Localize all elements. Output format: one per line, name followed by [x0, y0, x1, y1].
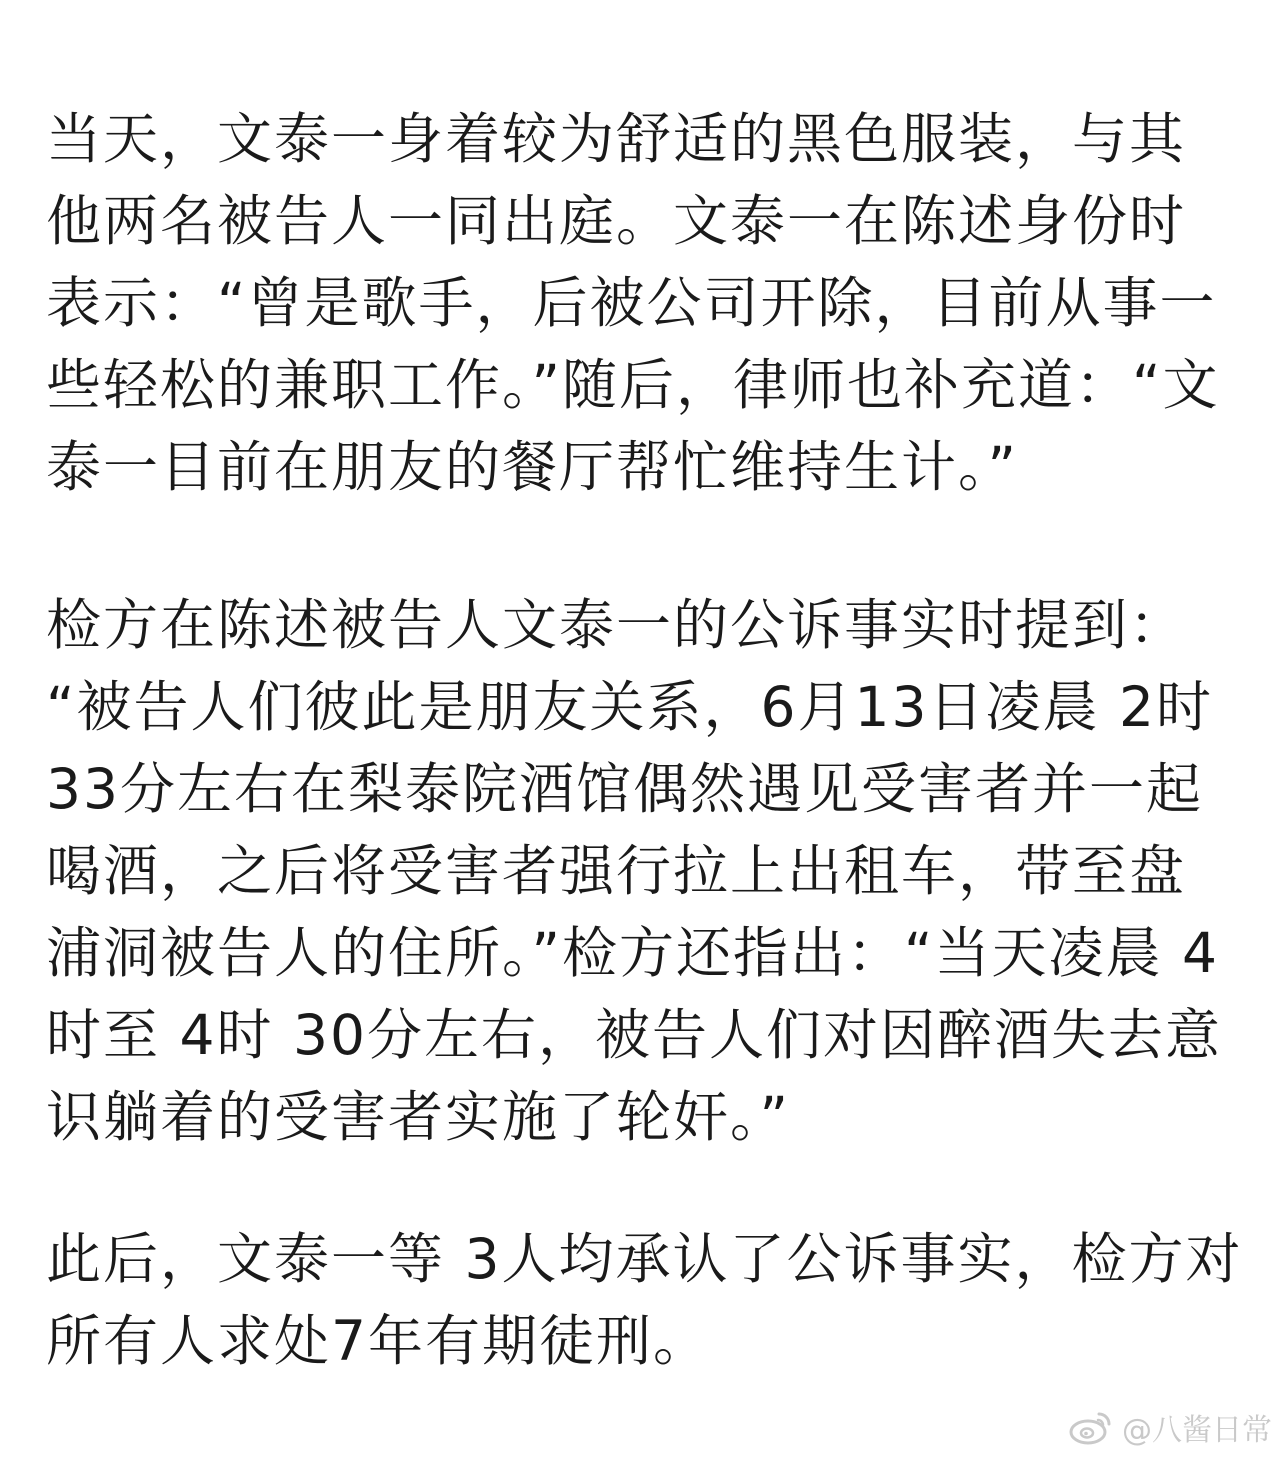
text-line: 33分左右在梨泰院酒馆偶然遇见受害者并一起: [46, 757, 1203, 821]
weibo-logo-icon: [1068, 1408, 1114, 1446]
watermark: [1068, 1405, 1272, 1449]
text-line: 表示：“曾是歌手，后被公司开除，目前从事一: [46, 271, 1217, 335]
text-line: 时至 4时 30分左右，被告人们对因醉酒失去意: [46, 1003, 1222, 1067]
text-line: 他两名被告人一同出庭。文泰一在陈述身份时: [46, 189, 1187, 253]
paragraph-3: [46, 1218, 1246, 1382]
text-line: 泰一目前在朋友的餐厅帮忙维持生计。”: [46, 435, 1018, 499]
text-line: 所有人求处7年有期徒刑。: [46, 1309, 710, 1373]
watermark-text: @八酱日常: [1122, 1413, 1272, 1448]
paragraph-1: [46, 98, 1246, 508]
text-line: 些轻松的兼职工作。”随后，律师也补充道：“文: [46, 353, 1220, 417]
text-line: 检方在陈述被告人文泰一的公诉事实时提到：: [46, 593, 1187, 657]
text-line: 此后，文泰一等 3人均承认了公诉事实，检方对: [46, 1227, 1243, 1291]
text-line: 喝酒，之后将受害者强行拉上出租车，带至盘: [46, 839, 1187, 903]
text-line: “被告人们彼此是朋友关系，6月13日凌晨 2时: [46, 675, 1213, 739]
paragraph-2: [46, 584, 1246, 1158]
text-line: 浦洞被告人的住所。”检方还指出：“当天凌晨 4: [46, 921, 1219, 985]
text-line: 识躺着的受害者实施了轮奸。”: [46, 1085, 790, 1149]
text-line: 当天，文泰一身着较为舒适的黑色服装，与其: [46, 107, 1187, 171]
